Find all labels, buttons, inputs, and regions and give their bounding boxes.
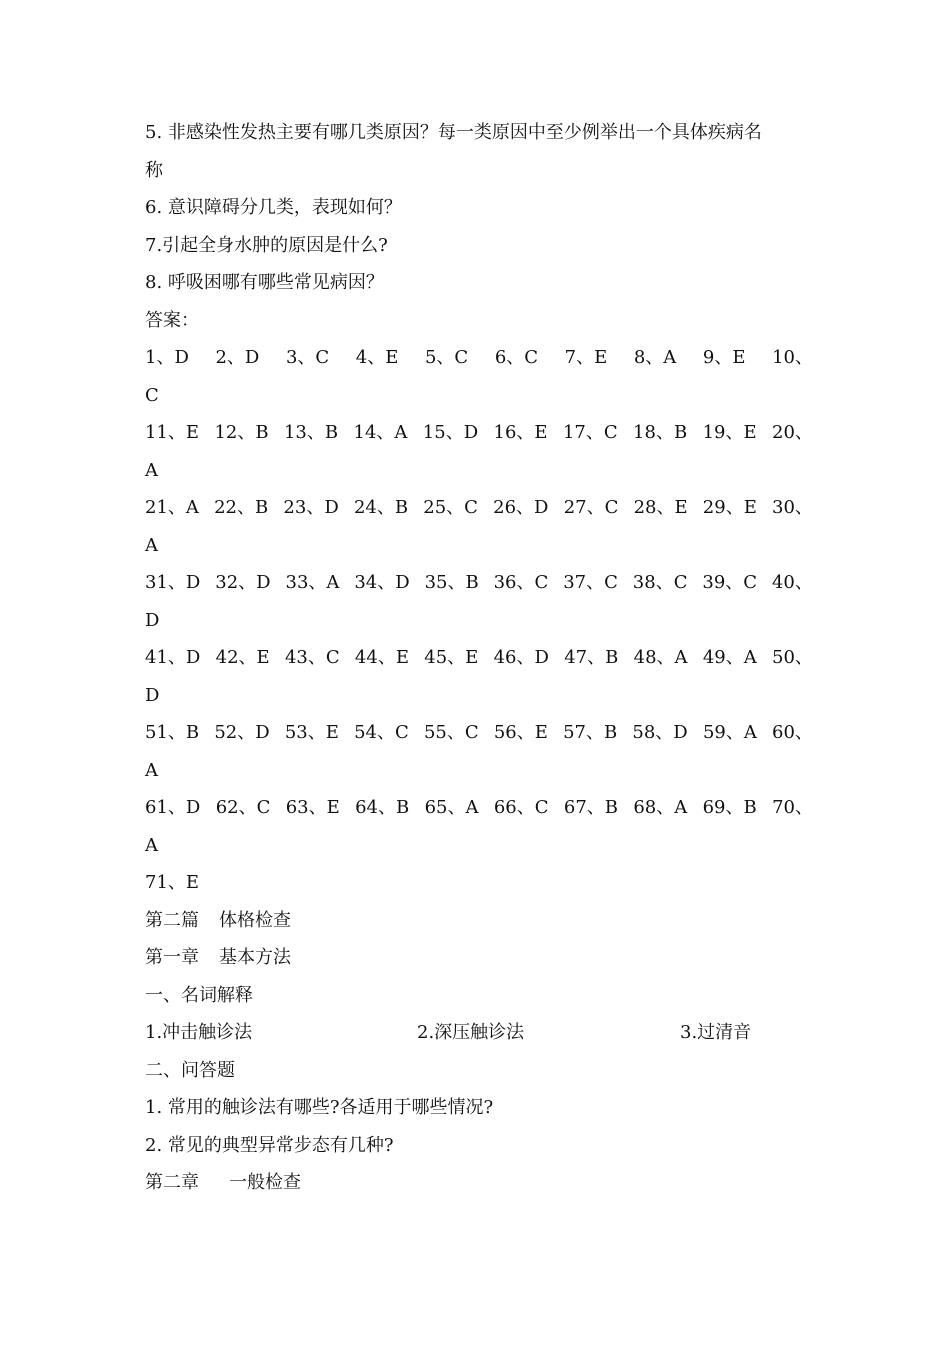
answer-item: 17、C (562, 422, 618, 443)
answer-item: 46、D (493, 647, 549, 668)
answer-item: 12、B (214, 422, 269, 443)
answer-item: 4、E (355, 347, 399, 368)
answer-item: 24、B (353, 497, 409, 518)
answer-item: 9、E (702, 347, 746, 368)
part-title: 体格检查 (219, 909, 291, 931)
question-5: 5. 非感染性发热主要有哪几类原因？每一类原因中至少例举出一个具体疾病名 (145, 122, 762, 143)
answer-item: 26、D (493, 497, 549, 518)
part-label: 第二篇 (145, 909, 199, 931)
answer-item: 10、 (772, 347, 813, 368)
answer-item: 63、E (285, 797, 340, 818)
answer-item: 6、C (494, 347, 539, 368)
answer-row-wrap: C (145, 384, 159, 406)
term-2: 2.深压触诊法 (417, 1022, 525, 1043)
answer-row-wrap: A (145, 834, 158, 856)
answer-71: 71、E (145, 872, 200, 893)
answer-item: 51、B (145, 722, 200, 743)
chapter-label: 第二章 (145, 1172, 199, 1193)
answer-item: 25、C (423, 497, 478, 518)
answer-item: 1、D (145, 347, 189, 368)
answer-item: 38、C (632, 572, 688, 593)
term-1: 1.冲击触诊法 (145, 1022, 253, 1043)
answer-row (145, 339, 813, 377)
answer-item: 65、A (424, 797, 479, 818)
answer-item: 68、A (633, 797, 688, 818)
term-3: 3.过清音 (680, 1022, 752, 1043)
answer-row (145, 564, 813, 602)
answer-item: 22、B (214, 497, 269, 518)
chapter-title: 基本方法 (219, 947, 291, 968)
section-qa-heading: 二、问答题 (145, 1059, 235, 1081)
chapter-label: 第一章 (145, 947, 199, 968)
answer-item: 40、 (771, 572, 813, 593)
answer-row-wrap: A (145, 459, 158, 481)
answer-item: 55、C (423, 722, 479, 743)
answer-item: 60、 (772, 722, 813, 743)
answer-row (145, 789, 813, 827)
answer-item: 47、B (564, 647, 619, 668)
answer-item: 70、 (772, 797, 813, 818)
section-terms-heading: 一、名词解释 (145, 984, 253, 1006)
answer-row-wrap: A (145, 759, 158, 781)
answer-item: 27、C (563, 497, 619, 518)
answer-row (145, 639, 813, 677)
answer-row (145, 414, 813, 452)
answer-item: 7、E (564, 347, 608, 368)
answer-item: 2、D (215, 347, 260, 368)
answer-item: 59、A (702, 722, 757, 743)
answer-item: 28、E (633, 497, 688, 518)
answer-item: 34、D (354, 572, 410, 593)
answer-row-wrap: A (145, 534, 158, 556)
answer-row-wrap: D (145, 609, 160, 631)
answer-row-wrap: D (145, 684, 160, 706)
answer-item: 5、C (424, 347, 469, 368)
answer-item: 20、 (772, 422, 813, 443)
answer-item: 13、B (283, 422, 339, 443)
answer-item: 64、B (355, 797, 410, 818)
answer-item: 33、A (285, 572, 340, 593)
document-page (145, 114, 815, 1202)
qa-1: 1. 常用的触诊法有哪些?各适用于哪些情况? (145, 1097, 494, 1118)
answer-item: 52、D (214, 722, 270, 743)
answer-item: 42、E (215, 647, 270, 668)
answer-item: 54、C (354, 722, 409, 743)
answer-item: 66、C (493, 797, 549, 818)
answer-item: 50、 (772, 647, 813, 668)
answer-item: 15、D (422, 422, 479, 443)
answer-item: 32、D (215, 572, 271, 593)
answer-item: 39、C (702, 572, 758, 593)
answers-heading: 答案： (145, 309, 199, 331)
answer-item: 29、E (702, 497, 757, 518)
answer-item: 37、C (563, 572, 618, 593)
terms-row (145, 1014, 815, 1052)
answer-item: 3、C (285, 347, 330, 368)
answer-item: 43、C (284, 647, 340, 668)
answer-item: 56、E (493, 722, 548, 743)
answer-row (145, 714, 813, 752)
answer-item: 62、C (215, 797, 271, 818)
answer-item: 11、E (145, 422, 200, 443)
answer-key (145, 339, 815, 864)
answer-item: 36、C (493, 572, 549, 593)
answer-item: 41、D (145, 647, 201, 668)
answer-item: 57、B (563, 722, 618, 743)
answer-item: 35、B (424, 572, 479, 593)
chapter-two-heading (145, 1164, 815, 1202)
part-two-heading (145, 902, 815, 940)
question-6: 6. 意识障碍分几类，表现如何？ (145, 197, 402, 218)
answer-item: 44、E (354, 647, 409, 668)
qa-2: 2. 常见的典型异常步态有几种? (145, 1134, 394, 1156)
answer-item: 18、B (633, 422, 688, 443)
question-7: 7.引起全身水肿的原因是什么? (145, 234, 388, 256)
question-5-wrap: 称 (145, 159, 163, 181)
answer-item: 31、D (145, 572, 201, 593)
chapter-one-heading (145, 939, 815, 977)
chapter-title: 一般检查 (229, 1172, 301, 1193)
answer-item: 49、A (702, 647, 757, 668)
answer-item: 61、D (145, 797, 201, 818)
answer-item: 67、B (563, 797, 619, 818)
answer-item: 48、A (633, 647, 688, 668)
answer-item: 58、D (632, 722, 688, 743)
answer-item: 23、D (283, 497, 339, 518)
answer-item: 14、A (353, 422, 408, 443)
answer-item: 69、B (702, 797, 757, 818)
answer-item: 19、E (702, 422, 757, 443)
question-8: 8. 呼吸困哪有哪些常见病因？ (145, 272, 384, 293)
answer-item: 53、E (284, 722, 339, 743)
answer-row (145, 489, 813, 527)
answer-item: 21、A (145, 497, 199, 518)
answer-item: 16、E (493, 422, 548, 443)
answer-item: 45、E (424, 647, 479, 668)
answer-item: 30、 (772, 497, 813, 518)
answer-item: 8、A (633, 347, 677, 368)
